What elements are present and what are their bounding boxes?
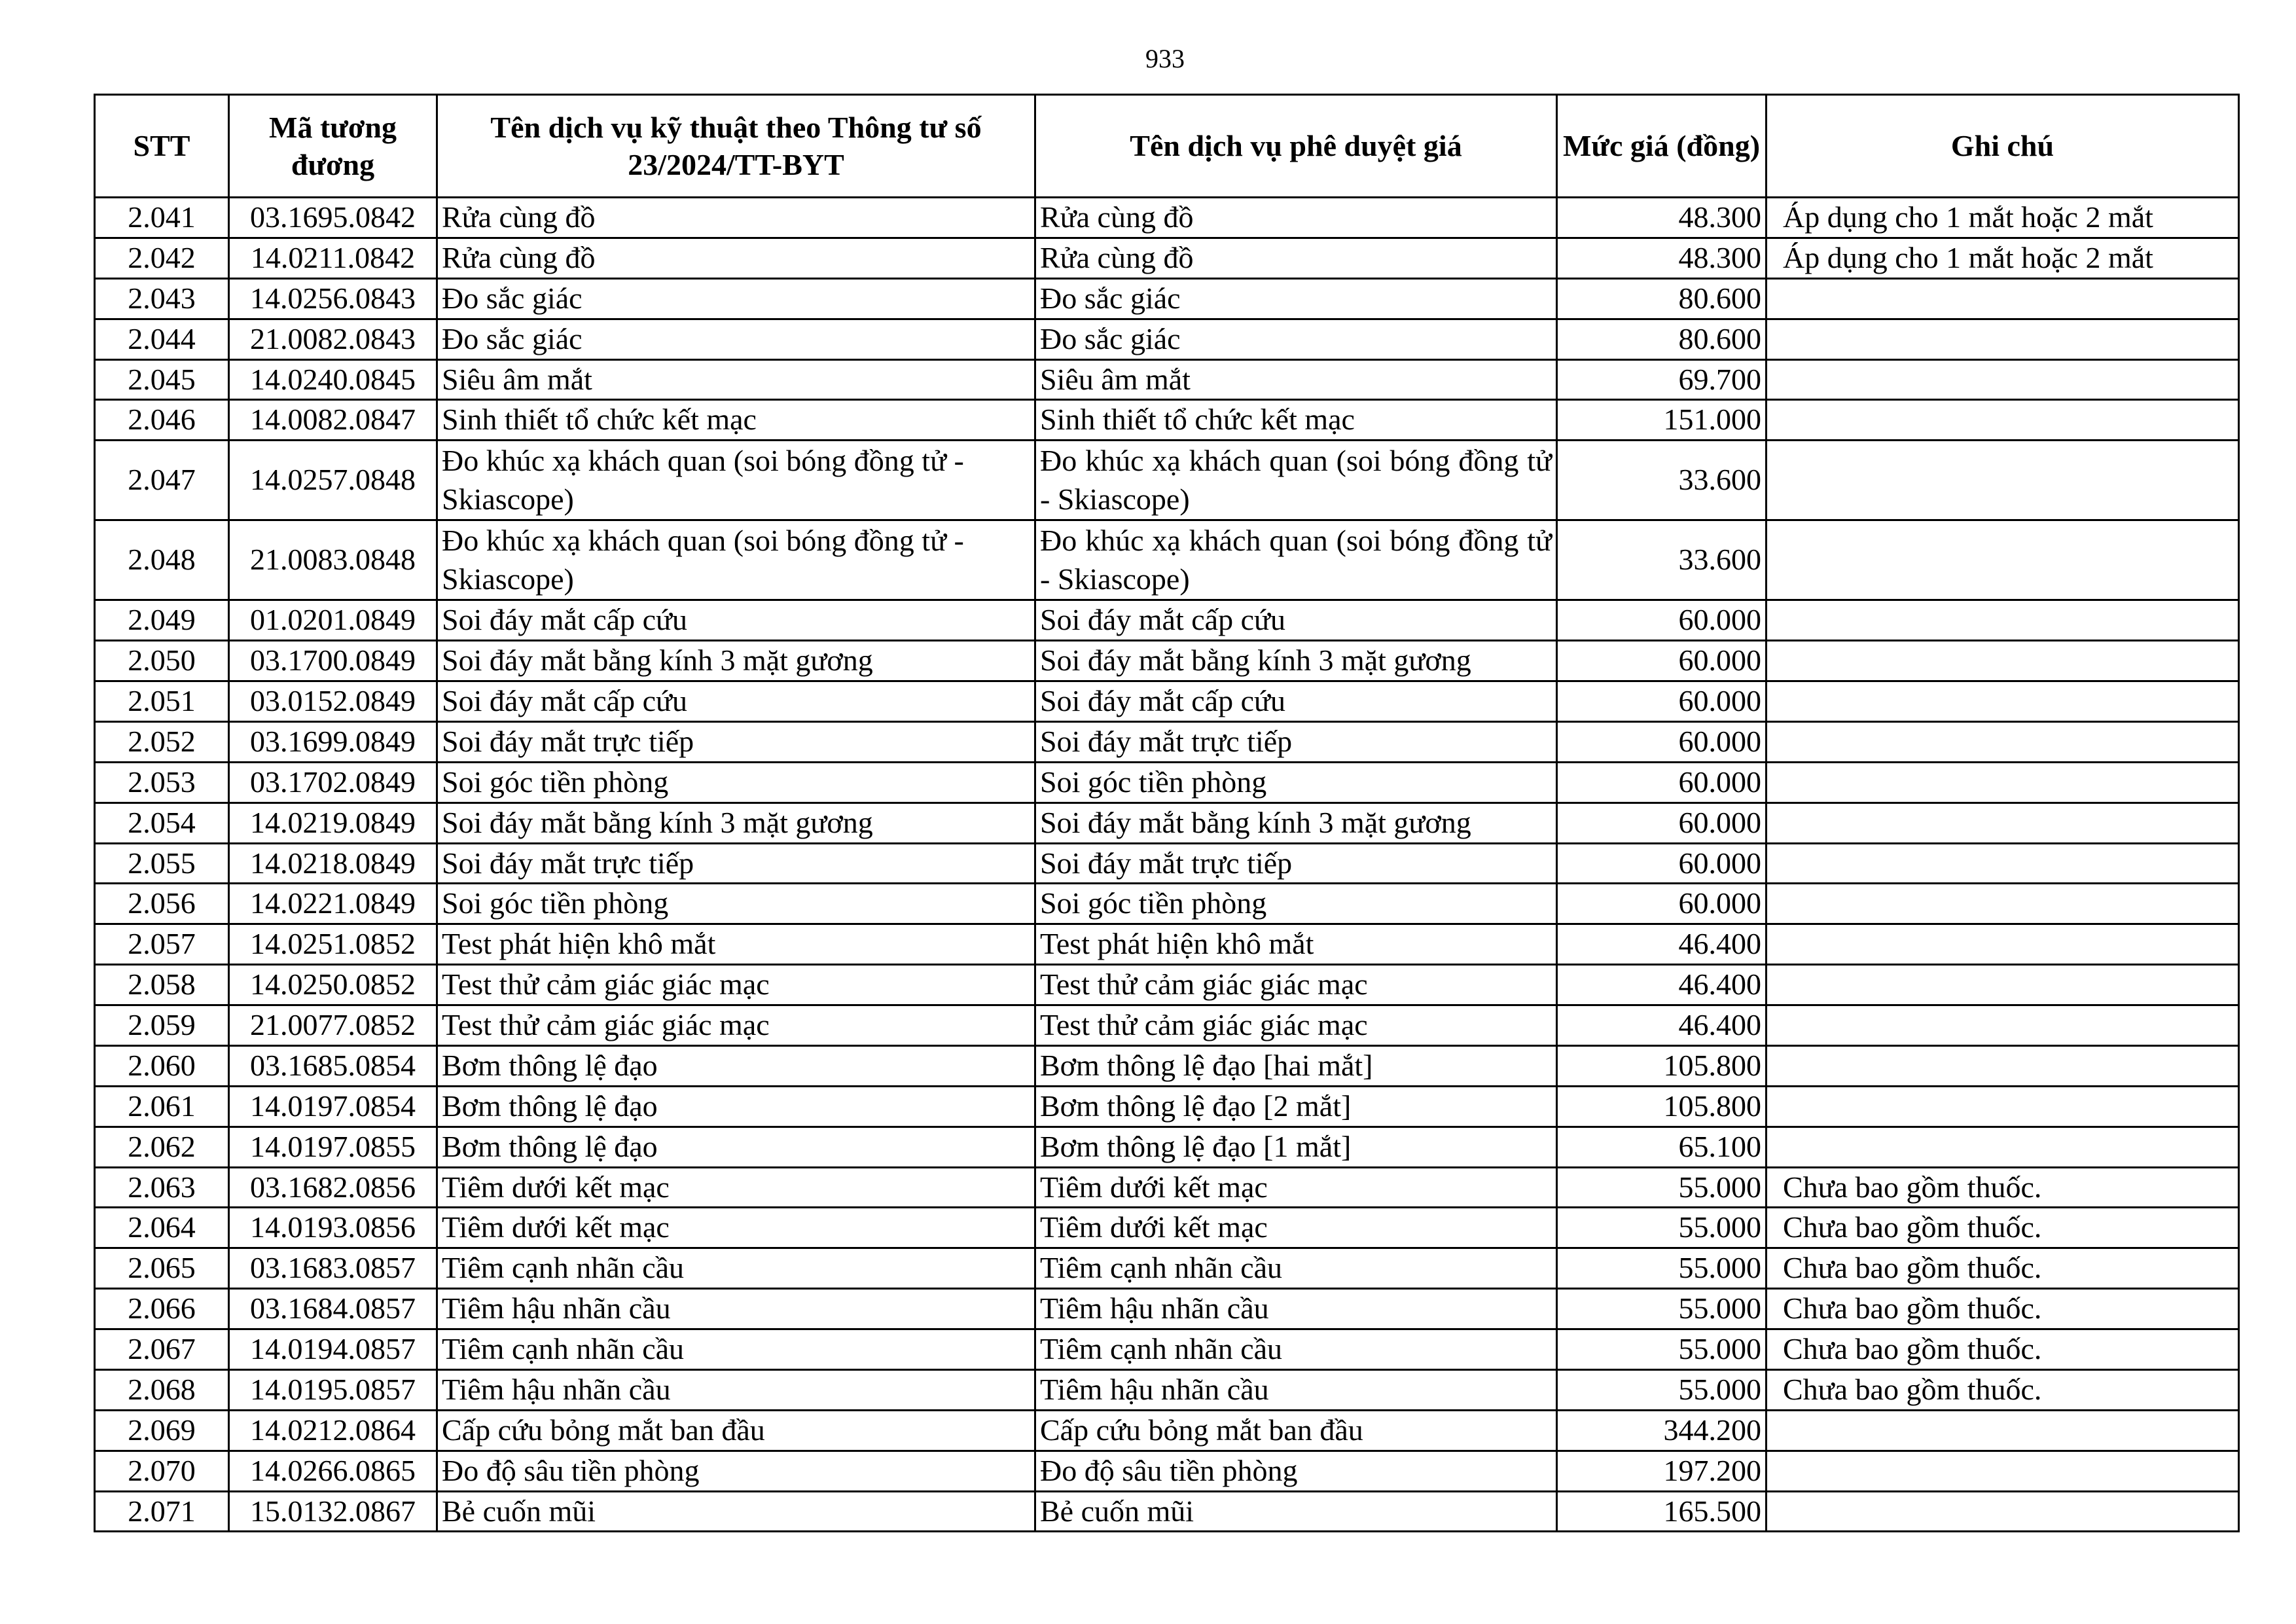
cell-stt: 2.061 (95, 1086, 229, 1127)
cell-service-name: Bơm thông lệ đạo (437, 1045, 1035, 1086)
cell-code: 14.0197.0855 (229, 1127, 437, 1167)
cell-stt: 2.048 (95, 520, 229, 600)
table-row (95, 319, 2239, 359)
cell-approved-name: Bẻ cuốn mũi (1035, 1491, 1557, 1532)
cell-price: 165.500 (1557, 1491, 1767, 1532)
cell-price: 46.400 (1557, 1005, 1767, 1046)
cell-stt: 2.064 (95, 1208, 229, 1248)
cell-note: Chưa bao gồm thuốc. (1767, 1167, 2239, 1208)
cell-approved-name: Tiêm hậu nhãn cầu (1035, 1369, 1557, 1410)
cell-service-name: Soi đáy mắt bằng kính 3 mặt gương (437, 641, 1035, 681)
cell-approved-name: Soi đáy mắt bằng kính 3 mặt gương (1035, 803, 1557, 843)
table-row (95, 1451, 2239, 1491)
cell-price: 60.000 (1557, 681, 1767, 722)
cell-code: 03.1702.0849 (229, 762, 437, 803)
cell-code: 01.0201.0849 (229, 600, 437, 641)
cell-approved-name: Tiêm dưới kết mạc (1035, 1167, 1557, 1208)
cell-stt: 2.069 (95, 1410, 229, 1451)
cell-price: 60.000 (1557, 721, 1767, 762)
cell-service-name: Bẻ cuốn mũi (437, 1491, 1035, 1532)
cell-price: 60.000 (1557, 803, 1767, 843)
cell-approved-name: Soi đáy mắt bằng kính 3 mặt gương (1035, 641, 1557, 681)
cell-stt: 2.042 (95, 238, 229, 278)
cell-price: 55.000 (1557, 1167, 1767, 1208)
cell-code: 14.0193.0856 (229, 1208, 437, 1248)
cell-stt: 2.046 (95, 400, 229, 441)
cell-price: 55.000 (1557, 1369, 1767, 1410)
cell-stt: 2.068 (95, 1369, 229, 1410)
cell-note (1767, 600, 2239, 641)
cell-service-name: Soi góc tiền phòng (437, 762, 1035, 803)
cell-code: 14.0212.0864 (229, 1410, 437, 1451)
cell-approved-name: Soi đáy mắt cấp cứu (1035, 681, 1557, 722)
table-row (95, 520, 2239, 600)
cell-price: 105.800 (1557, 1045, 1767, 1086)
cell-code: 03.1684.0857 (229, 1289, 437, 1329)
cell-service-name: Bơm thông lệ đạo (437, 1086, 1035, 1127)
cell-approved-name: Bơm thông lệ đạo [hai mắt] (1035, 1045, 1557, 1086)
cell-code: 14.0194.0857 (229, 1329, 437, 1370)
cell-code: 14.0251.0852 (229, 924, 437, 965)
cell-stt: 2.055 (95, 843, 229, 884)
cell-stt: 2.052 (95, 721, 229, 762)
cell-code: 14.0195.0857 (229, 1369, 437, 1410)
table-header-row (95, 95, 2239, 198)
cell-service-name: Tiêm cạnh nhãn cầu (437, 1329, 1035, 1370)
cell-service-name: Đo sắc giác (437, 319, 1035, 359)
cell-stt: 2.054 (95, 803, 229, 843)
cell-service-name: Đo độ sâu tiền phòng (437, 1451, 1035, 1491)
cell-note: Chưa bao gồm thuốc. (1767, 1329, 2239, 1370)
cell-note (1767, 1045, 2239, 1086)
cell-approved-name: Tiêm cạnh nhãn cầu (1035, 1329, 1557, 1370)
table-row (95, 965, 2239, 1005)
cell-code: 21.0077.0852 (229, 1005, 437, 1046)
cell-code: 03.1699.0849 (229, 721, 437, 762)
cell-stt: 2.066 (95, 1289, 229, 1329)
cell-service-name: Siêu âm mắt (437, 359, 1035, 400)
cell-code: 14.0221.0849 (229, 884, 437, 924)
cell-approved-name: Đo khúc xạ khách quan (soi bóng đồng tử - Skiascope) (1035, 520, 1557, 600)
cell-service-name: Tiêm hậu nhãn cầu (437, 1289, 1035, 1329)
page-number: 933 (1145, 44, 1185, 73)
cell-approved-name: Sinh thiết tổ chức kết mạc (1035, 400, 1557, 441)
cell-price: 65.100 (1557, 1127, 1767, 1167)
cell-stt: 2.060 (95, 1045, 229, 1086)
cell-code: 03.1700.0849 (229, 641, 437, 681)
cell-stt: 2.071 (95, 1491, 229, 1532)
table-row (95, 1127, 2239, 1167)
cell-approved-name: Đo sắc giác (1035, 278, 1557, 319)
cell-code: 14.0082.0847 (229, 400, 437, 441)
cell-service-name: Rửa cùng đồ (437, 198, 1035, 238)
cell-note: Chưa bao gồm thuốc. (1767, 1289, 2239, 1329)
cell-note (1767, 681, 2239, 722)
cell-note (1767, 359, 2239, 400)
cell-note (1767, 441, 2239, 520)
cell-service-name: Soi đáy mắt cấp cứu (437, 681, 1035, 722)
cell-approved-name: Đo khúc xạ khách quan (soi bóng đồng tử - Skiascope) (1035, 441, 1557, 520)
cell-note: Chưa bao gồm thuốc. (1767, 1248, 2239, 1289)
cell-code: 14.0197.0854 (229, 1086, 437, 1127)
cell-note (1767, 319, 2239, 359)
table-row (95, 1248, 2239, 1289)
cell-approved-name: Rửa cùng đồ (1035, 198, 1557, 238)
cell-approved-name: Tiêm hậu nhãn cầu (1035, 1289, 1557, 1329)
table-row (95, 721, 2239, 762)
cell-price: 33.600 (1557, 520, 1767, 600)
cell-price: 60.000 (1557, 843, 1767, 884)
table-body (95, 198, 2239, 1532)
cell-approved-name: Siêu âm mắt (1035, 359, 1557, 400)
cell-code: 03.1685.0854 (229, 1045, 437, 1086)
cell-note (1767, 400, 2239, 441)
cell-service-name: Đo khúc xạ khách quan (soi bóng đồng tử - Skiascope) (437, 441, 1035, 520)
table-row (95, 803, 2239, 843)
cell-service-name: Test phát hiện khô mắt (437, 924, 1035, 965)
cell-note (1767, 762, 2239, 803)
cell-stt: 2.044 (95, 319, 229, 359)
cell-approved-name: Bơm thông lệ đạo [2 mắt] (1035, 1086, 1557, 1127)
header-stt: STT (95, 95, 229, 198)
cell-note (1767, 1451, 2239, 1491)
cell-code: 15.0132.0867 (229, 1491, 437, 1532)
cell-price: 48.300 (1557, 238, 1767, 278)
cell-code: 03.1682.0856 (229, 1167, 437, 1208)
cell-approved-name: Cấp cứu bỏng mắt ban đầu (1035, 1410, 1557, 1451)
table-row (95, 400, 2239, 441)
cell-note (1767, 1491, 2239, 1532)
table-row (95, 1289, 2239, 1329)
cell-price: 69.700 (1557, 359, 1767, 400)
cell-price: 344.200 (1557, 1410, 1767, 1451)
cell-price: 46.400 (1557, 965, 1767, 1005)
header-approved-name: Tên dịch vụ phê duyệt giá (1035, 95, 1557, 198)
cell-stt: 2.067 (95, 1329, 229, 1370)
cell-stt: 2.062 (95, 1127, 229, 1167)
cell-code: 03.1695.0842 (229, 198, 437, 238)
table-row (95, 600, 2239, 641)
cell-stt: 2.056 (95, 884, 229, 924)
cell-service-name: Tiêm cạnh nhãn cầu (437, 1248, 1035, 1289)
cell-price: 105.800 (1557, 1086, 1767, 1127)
cell-note (1767, 924, 2239, 965)
cell-note: Áp dụng cho 1 mắt hoặc 2 mắt (1767, 198, 2239, 238)
cell-price: 80.600 (1557, 319, 1767, 359)
cell-service-name: Rửa cùng đồ (437, 238, 1035, 278)
cell-approved-name: Bơm thông lệ đạo [1 mắt] (1035, 1127, 1557, 1167)
cell-note (1767, 1127, 2239, 1167)
cell-approved-name: Test thử cảm giác giác mạc (1035, 1005, 1557, 1046)
cell-approved-name: Soi đáy mắt trực tiếp (1035, 721, 1557, 762)
cell-stt: 2.065 (95, 1248, 229, 1289)
cell-note: Áp dụng cho 1 mắt hoặc 2 mắt (1767, 238, 2239, 278)
cell-note (1767, 1086, 2239, 1127)
cell-note (1767, 884, 2239, 924)
cell-stt: 2.051 (95, 681, 229, 722)
table-row (95, 641, 2239, 681)
cell-price: 80.600 (1557, 278, 1767, 319)
table-row (95, 924, 2239, 965)
table-row (95, 681, 2239, 722)
cell-note (1767, 641, 2239, 681)
cell-code: 03.0152.0849 (229, 681, 437, 722)
cell-price: 48.300 (1557, 198, 1767, 238)
cell-code: 14.0266.0865 (229, 1451, 437, 1491)
cell-service-name: Cấp cứu bỏng mắt ban đầu (437, 1410, 1035, 1451)
cell-service-name: Đo sắc giác (437, 278, 1035, 319)
cell-stt: 2.043 (95, 278, 229, 319)
header-service-name: Tên dịch vụ kỹ thuật theo Thông tư số 23/2024/TT-BYT (437, 95, 1035, 198)
cell-approved-name: Soi góc tiền phòng (1035, 762, 1557, 803)
cell-stt: 2.063 (95, 1167, 229, 1208)
cell-price: 60.000 (1557, 762, 1767, 803)
cell-price: 55.000 (1557, 1289, 1767, 1329)
cell-stt: 2.050 (95, 641, 229, 681)
cell-note (1767, 803, 2239, 843)
cell-stt: 2.070 (95, 1451, 229, 1491)
cell-note: Chưa bao gồm thuốc. (1767, 1208, 2239, 1248)
cell-code: 14.0211.0842 (229, 238, 437, 278)
cell-note (1767, 1005, 2239, 1046)
cell-code: 03.1683.0857 (229, 1248, 437, 1289)
cell-service-name: Soi đáy mắt bằng kính 3 mặt gương (437, 803, 1035, 843)
cell-price: 197.200 (1557, 1451, 1767, 1491)
table-row (95, 1208, 2239, 1248)
table-row (95, 198, 2239, 238)
cell-service-name: Tiêm dưới kết mạc (437, 1167, 1035, 1208)
header-note: Ghi chú (1767, 95, 2239, 198)
cell-approved-name: Tiêm dưới kết mạc (1035, 1208, 1557, 1248)
header-price: Mức giá (đồng) (1557, 95, 1767, 198)
table-row (95, 1086, 2239, 1127)
table-row (95, 1410, 2239, 1451)
cell-code: 14.0240.0845 (229, 359, 437, 400)
cell-note (1767, 1410, 2239, 1451)
cell-approved-name: Tiêm cạnh nhãn cầu (1035, 1248, 1557, 1289)
cell-price: 55.000 (1557, 1208, 1767, 1248)
cell-stt: 2.049 (95, 600, 229, 641)
table-row (95, 884, 2239, 924)
table-row (95, 359, 2239, 400)
table-row (95, 278, 2239, 319)
table-row (95, 843, 2239, 884)
cell-service-name: Tiêm dưới kết mạc (437, 1208, 1035, 1248)
cell-price: 33.600 (1557, 441, 1767, 520)
cell-service-name: Tiêm hậu nhãn cầu (437, 1369, 1035, 1410)
cell-price: 151.000 (1557, 400, 1767, 441)
table-row (95, 1045, 2239, 1086)
service-price-table (94, 94, 2240, 1532)
cell-service-name: Soi đáy mắt trực tiếp (437, 721, 1035, 762)
cell-stt: 2.058 (95, 965, 229, 1005)
table-row (95, 1167, 2239, 1208)
cell-note (1767, 721, 2239, 762)
cell-code: 14.0250.0852 (229, 965, 437, 1005)
cell-approved-name: Soi góc tiền phòng (1035, 884, 1557, 924)
cell-stt: 2.057 (95, 924, 229, 965)
cell-note: Chưa bao gồm thuốc. (1767, 1369, 2239, 1410)
cell-note (1767, 965, 2239, 1005)
cell-price: 46.400 (1557, 924, 1767, 965)
cell-stt: 2.053 (95, 762, 229, 803)
cell-stt: 2.047 (95, 441, 229, 520)
cell-code: 14.0219.0849 (229, 803, 437, 843)
table-row (95, 1369, 2239, 1410)
cell-approved-name: Test phát hiện khô mắt (1035, 924, 1557, 965)
cell-approved-name: Soi đáy mắt cấp cứu (1035, 600, 1557, 641)
cell-price: 60.000 (1557, 600, 1767, 641)
cell-service-name: Test thử cảm giác giác mạc (437, 1005, 1035, 1046)
cell-note (1767, 520, 2239, 600)
cell-approved-name: Test thử cảm giác giác mạc (1035, 965, 1557, 1005)
cell-code: 14.0256.0843 (229, 278, 437, 319)
cell-service-name: Sinh thiết tổ chức kết mạc (437, 400, 1035, 441)
cell-service-name: Bơm thông lệ đạo (437, 1127, 1035, 1167)
cell-service-name: Soi góc tiền phòng (437, 884, 1035, 924)
table-row (95, 1329, 2239, 1370)
cell-service-name: Đo khúc xạ khách quan (soi bóng đồng tử - Skiascope) (437, 520, 1035, 600)
cell-note (1767, 278, 2239, 319)
header-code: Mã tương đương (229, 95, 437, 198)
cell-code: 14.0257.0848 (229, 441, 437, 520)
cell-stt: 2.059 (95, 1005, 229, 1046)
cell-approved-name: Soi đáy mắt trực tiếp (1035, 843, 1557, 884)
cell-approved-name: Rửa cùng đồ (1035, 238, 1557, 278)
table-row (95, 238, 2239, 278)
cell-price: 55.000 (1557, 1248, 1767, 1289)
cell-price: 55.000 (1557, 1329, 1767, 1370)
cell-service-name: Test thử cảm giác giác mạc (437, 965, 1035, 1005)
cell-service-name: Soi đáy mắt trực tiếp (437, 843, 1035, 884)
cell-code: 14.0218.0849 (229, 843, 437, 884)
cell-service-name: Soi đáy mắt cấp cứu (437, 600, 1035, 641)
table-row (95, 1005, 2239, 1046)
cell-code: 21.0083.0848 (229, 520, 437, 600)
table-row (95, 1491, 2239, 1532)
cell-code: 21.0082.0843 (229, 319, 437, 359)
table-row (95, 762, 2239, 803)
cell-price: 60.000 (1557, 884, 1767, 924)
cell-note (1767, 843, 2239, 884)
table-row (95, 441, 2239, 520)
cell-approved-name: Đo độ sâu tiền phòng (1035, 1451, 1557, 1491)
cell-stt: 2.041 (95, 198, 229, 238)
cell-stt: 2.045 (95, 359, 229, 400)
cell-approved-name: Đo sắc giác (1035, 319, 1557, 359)
cell-price: 60.000 (1557, 641, 1767, 681)
